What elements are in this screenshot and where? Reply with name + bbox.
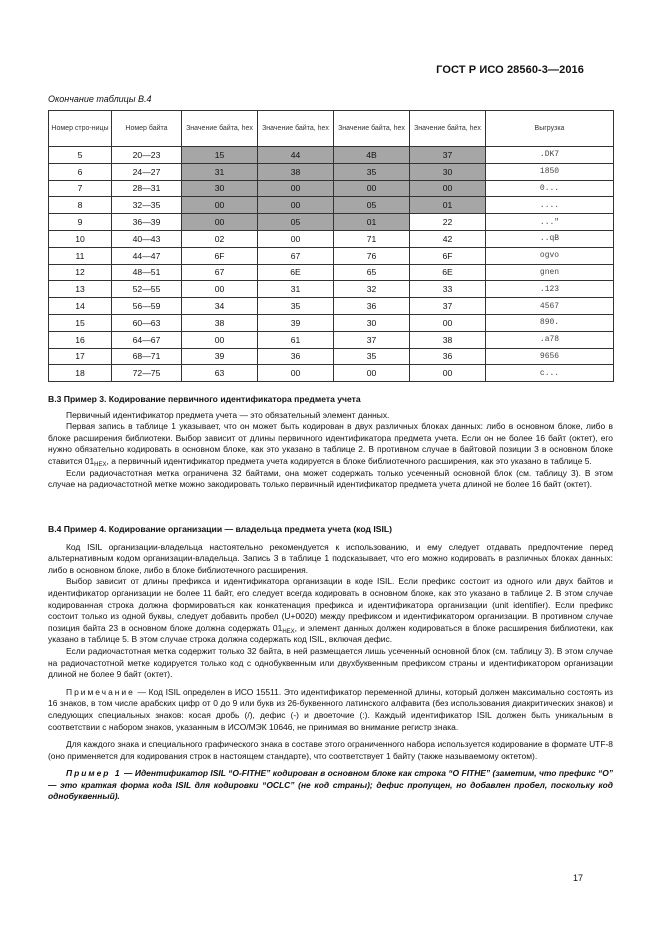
hex-value-cell: 4B xyxy=(334,147,410,164)
byte-range-cell: 24—27 xyxy=(112,163,182,180)
hex-value-cell: 37 xyxy=(410,147,486,164)
hex-value-cell: 65 xyxy=(334,264,410,281)
section-heading: В.4 Пример 4. Кодирование организации — владельца предмета учета (код ISIL) xyxy=(48,524,392,534)
byte-range-cell: 36—39 xyxy=(112,214,182,231)
byte-range-cell: 40—43 xyxy=(112,230,182,247)
hex-value-cell: 38 xyxy=(258,163,334,180)
hex-value-cell: 00 xyxy=(334,180,410,197)
paragraph: Если радиочастотная метка ограничена 32 байтами, она может содержать только усеченный основной блок (см. таблицу 3). В этом случае на радиочастотной метке можно закодировать только первичный идентификатор предмета учета длиной не более 16 байт (октет). xyxy=(48,467,613,490)
hex-value-cell: 63 xyxy=(182,365,258,382)
paragraph: Для каждого знака и специального графического знака в составе этого ограниченного набора используется кодирование в формате UTF-8 (оно применяется для кодирования строк в настоящем стандарте), что соответствует 1 байту (также называемому октетом). xyxy=(48,739,613,761)
hex-value-cell: 00 xyxy=(258,230,334,247)
dump-cell: .a78 xyxy=(486,331,614,348)
line-number-cell: 10 xyxy=(49,230,112,247)
hex-value-cell: 76 xyxy=(334,247,410,264)
hex-value-cell: 42 xyxy=(410,230,486,247)
table-row xyxy=(49,314,614,331)
line-number-cell: 13 xyxy=(49,281,112,298)
col-header-value: Значение байта, hex xyxy=(182,111,258,147)
note: Примечание — Код ISIL определен в ИСО 15511. Это идентификатор переменной длины, который должен максимально состоять из 16 знаков, в том числе арабских цифр от 0 до 9 или букв из 26-буквенного латинского алфавита (без использования диакритических знаков) и следующих специальных знаков: косая дробь (/), дефис (-) и двоеточие (:). Каждый идентификатор ISIL должен быть уникальным в соответствии с набором знаков, указанным в ИСО/МЭК 10646, не принимая во внимание регистр знака. xyxy=(48,686,613,732)
hex-value-cell: 61 xyxy=(258,331,334,348)
hex-dump-table xyxy=(48,110,614,382)
table-row xyxy=(49,281,614,298)
paragraph: Код ISIL организации-владельца настоятельно рекомендуется к использованию, и ему следует отдавать предпочтение перед альтернативным кодом организации-владельца. Запись 3 в таблице 1 подсказывает, что его можно кодировать в различных блоках данных: либо в основном блоке, либо в блоке библиотечного расширения. xyxy=(48,541,613,575)
hex-value-cell: 6F xyxy=(182,247,258,264)
dump-cell: 0... xyxy=(486,180,614,197)
table-caption: Окончание таблицы В.4 xyxy=(48,94,152,104)
table-row xyxy=(49,298,614,315)
byte-range-cell: 60—63 xyxy=(112,314,182,331)
hex-value-cell: 32 xyxy=(334,281,410,298)
table-row xyxy=(49,264,614,281)
dump-cell: .... xyxy=(486,197,614,214)
hex-value-cell: 00 xyxy=(410,180,486,197)
dump-cell: ..." xyxy=(486,214,614,231)
hex-value-cell: 71 xyxy=(334,230,410,247)
line-number-cell: 15 xyxy=(49,314,112,331)
hex-value-cell: 00 xyxy=(258,365,334,382)
example: Пример 1 — Идентификатор ISIL “O-FITHE” кодирован в основном блоке как строка “O FITHE” (заметим, что префикс “O” — это краткая форма кода ISIL для кодировки “OCLC” (не код страны); дефис пропущен, но добавлен пробел, поскольку код однобуквенный). xyxy=(48,768,613,802)
hex-value-cell: 30 xyxy=(182,180,258,197)
table-row xyxy=(49,230,614,247)
table-row xyxy=(49,163,614,180)
byte-range-cell: 20—23 xyxy=(112,147,182,164)
byte-range-cell: 64—67 xyxy=(112,331,182,348)
hex-value-cell: 35 xyxy=(334,163,410,180)
hex-value-cell: 39 xyxy=(182,348,258,365)
section-heading: В.3 Пример 3. Кодирование первичного идентификатора предмета учета xyxy=(48,394,361,404)
section-b4 xyxy=(48,524,613,803)
table-row xyxy=(49,247,614,264)
hex-value-cell: 00 xyxy=(182,281,258,298)
line-number-cell: 12 xyxy=(49,264,112,281)
dump-cell: 4567 xyxy=(486,298,614,315)
line-number-cell: 18 xyxy=(49,365,112,382)
dump-cell: ..qB xyxy=(486,230,614,247)
hex-value-cell: 30 xyxy=(410,163,486,180)
document-code: ГОСТ Р ИСО 28560-3—2016 xyxy=(436,64,584,76)
line-number-cell: 14 xyxy=(49,298,112,315)
byte-range-cell: 56—59 xyxy=(112,298,182,315)
hex-value-cell: 35 xyxy=(258,298,334,315)
table-row xyxy=(49,365,614,382)
hex-value-cell: 00 xyxy=(182,197,258,214)
table-row xyxy=(49,214,614,231)
table-row xyxy=(49,147,614,164)
line-number-cell: 5 xyxy=(49,147,112,164)
hex-value-cell: 37 xyxy=(410,298,486,315)
byte-range-cell: 68—71 xyxy=(112,348,182,365)
hex-value-cell: 36 xyxy=(258,348,334,365)
hex-value-cell: 01 xyxy=(334,214,410,231)
paragraph: Первая запись в таблице 1 указывает, что он может быть кодирован в двух различных блоках данных: либо в основном блоке, либо в блоке расширения библиотеки. Выбор зависит от длины первичного идентификатора предмета учета. Если он не более 16 байт (октет), его нужно обязательно кодировать в основном блоке, как это указано в таблице 2. В противном случае в байтовой позиции 3 в основном блоке ставится $01_{HEX}$, а первичный идентификатор предмета учета кодируется в блоке библиотечного расширения, как это указано в таблице 5. xyxy=(48,421,613,468)
col-header-value: Значение байта, hex xyxy=(258,111,334,147)
dump-cell: 9656 xyxy=(486,348,614,365)
hex-value-cell: 00 xyxy=(258,180,334,197)
table-row xyxy=(49,331,614,348)
hex-value-cell: 38 xyxy=(410,331,486,348)
hex-value-cell: 35 xyxy=(334,348,410,365)
hex-value-cell: 36 xyxy=(410,348,486,365)
hex-value-cell: 6E xyxy=(258,264,334,281)
hex-value-cell: 00 xyxy=(182,331,258,348)
hex-value-cell: 34 xyxy=(182,298,258,315)
dump-cell: .123 xyxy=(486,281,614,298)
hex-value-cell: 01 xyxy=(410,197,486,214)
hex-value-cell: 31 xyxy=(258,281,334,298)
hex-value-cell: 6F xyxy=(410,247,486,264)
dump-cell: gnen xyxy=(486,264,614,281)
byte-range-cell: 52—55 xyxy=(112,281,182,298)
line-number-cell: 11 xyxy=(49,247,112,264)
byte-range-cell: 44—47 xyxy=(112,247,182,264)
col-header-bytes: Номер байта xyxy=(112,111,182,147)
hex-value-cell: 00 xyxy=(258,197,334,214)
table-row xyxy=(49,197,614,214)
hex-value-cell: 05 xyxy=(334,197,410,214)
paragraph: Первичный идентификатор предмета учета — это обязательный элемент данных. xyxy=(66,409,390,420)
hex-value-cell: 33 xyxy=(410,281,486,298)
hex-value-cell: 67 xyxy=(258,247,334,264)
hex-value-cell: 44 xyxy=(258,147,334,164)
hex-value-cell: 00 xyxy=(410,365,486,382)
section-b3 xyxy=(48,394,613,491)
dump-cell: 1850 xyxy=(486,163,614,180)
line-number-cell: 9 xyxy=(49,214,112,231)
paragraph: Если радиочастотная метка содержит только 32 байта, в ней размещается лишь усеченный основной блок (см. таблицу 3). В этом случае на радиочастотной метке кодируется только код с однобуквенным или двухбуквенным префиксом страны и идентификатором организации длиной не более 9 байт (октет). xyxy=(48,645,613,680)
hex-value-cell: 00 xyxy=(182,214,258,231)
hex-value-cell: 30 xyxy=(334,314,410,331)
table-row xyxy=(49,348,614,365)
table-row xyxy=(49,180,614,197)
hex-value-cell: 31 xyxy=(182,163,258,180)
line-number-cell: 6 xyxy=(49,163,112,180)
line-number-cell: 16 xyxy=(49,331,112,348)
page-number: 17 xyxy=(572,873,583,883)
dump-cell: ogvo xyxy=(486,247,614,264)
col-header-dump: Выгрузка xyxy=(486,111,614,147)
table-header-row xyxy=(49,111,614,147)
hex-value-cell: 38 xyxy=(182,314,258,331)
dump-cell: c... xyxy=(486,365,614,382)
hex-value-cell: 00 xyxy=(334,365,410,382)
col-header-line: Номер стро-ницы xyxy=(49,111,112,147)
hex-value-cell: 02 xyxy=(182,230,258,247)
hex-value-cell: 05 xyxy=(258,214,334,231)
byte-range-cell: 32—35 xyxy=(112,197,182,214)
paragraph: Выбор зависит от длины префикса и идентификатора организации в коде ISIL. Если префикс состоит из одного или двух байтов и идентификатор организации не более 11 байт, его следует всегда кодировать в основном блоке, как это указано в таблице 2. В этом случае кодированная строка должна формироваться как конкатенация префикса и идентификатора организации (unit identifier). Если префикс состоит только из одной буквы, следует добавить пробел (U+0020) между префиксом и идентификатором организации. В противном случае позиция байта 23 в основном блоке должна содержать $01_{HEX}$, и элемент данных должен кодироваться в блоке расширения библиотеки, как указано в таблице 5. В этом случае строка должна содержать код ISIL, включая дефис. xyxy=(48,576,614,645)
col-header-value: Значение байта, hex xyxy=(334,111,410,147)
byte-range-cell: 48—51 xyxy=(112,264,182,281)
line-number-cell: 7 xyxy=(49,180,112,197)
col-header-value: Значение байта, hex xyxy=(410,111,486,147)
line-number-cell: 8 xyxy=(49,197,112,214)
hex-value-cell: 6E xyxy=(410,264,486,281)
byte-range-cell: 72—75 xyxy=(112,365,182,382)
hex-value-cell: 15 xyxy=(182,147,258,164)
hex-value-cell: 39 xyxy=(258,314,334,331)
hex-value-cell: 22 xyxy=(410,214,486,231)
line-number-cell: 17 xyxy=(49,348,112,365)
hex-value-cell: 00 xyxy=(410,314,486,331)
hex-value-cell: 37 xyxy=(334,331,410,348)
hex-value-cell: 67 xyxy=(182,264,258,281)
dump-cell: 890. xyxy=(486,314,614,331)
byte-range-cell: 28—31 xyxy=(112,180,182,197)
hex-value-cell: 36 xyxy=(334,298,410,315)
dump-cell: .DK7 xyxy=(486,147,614,164)
